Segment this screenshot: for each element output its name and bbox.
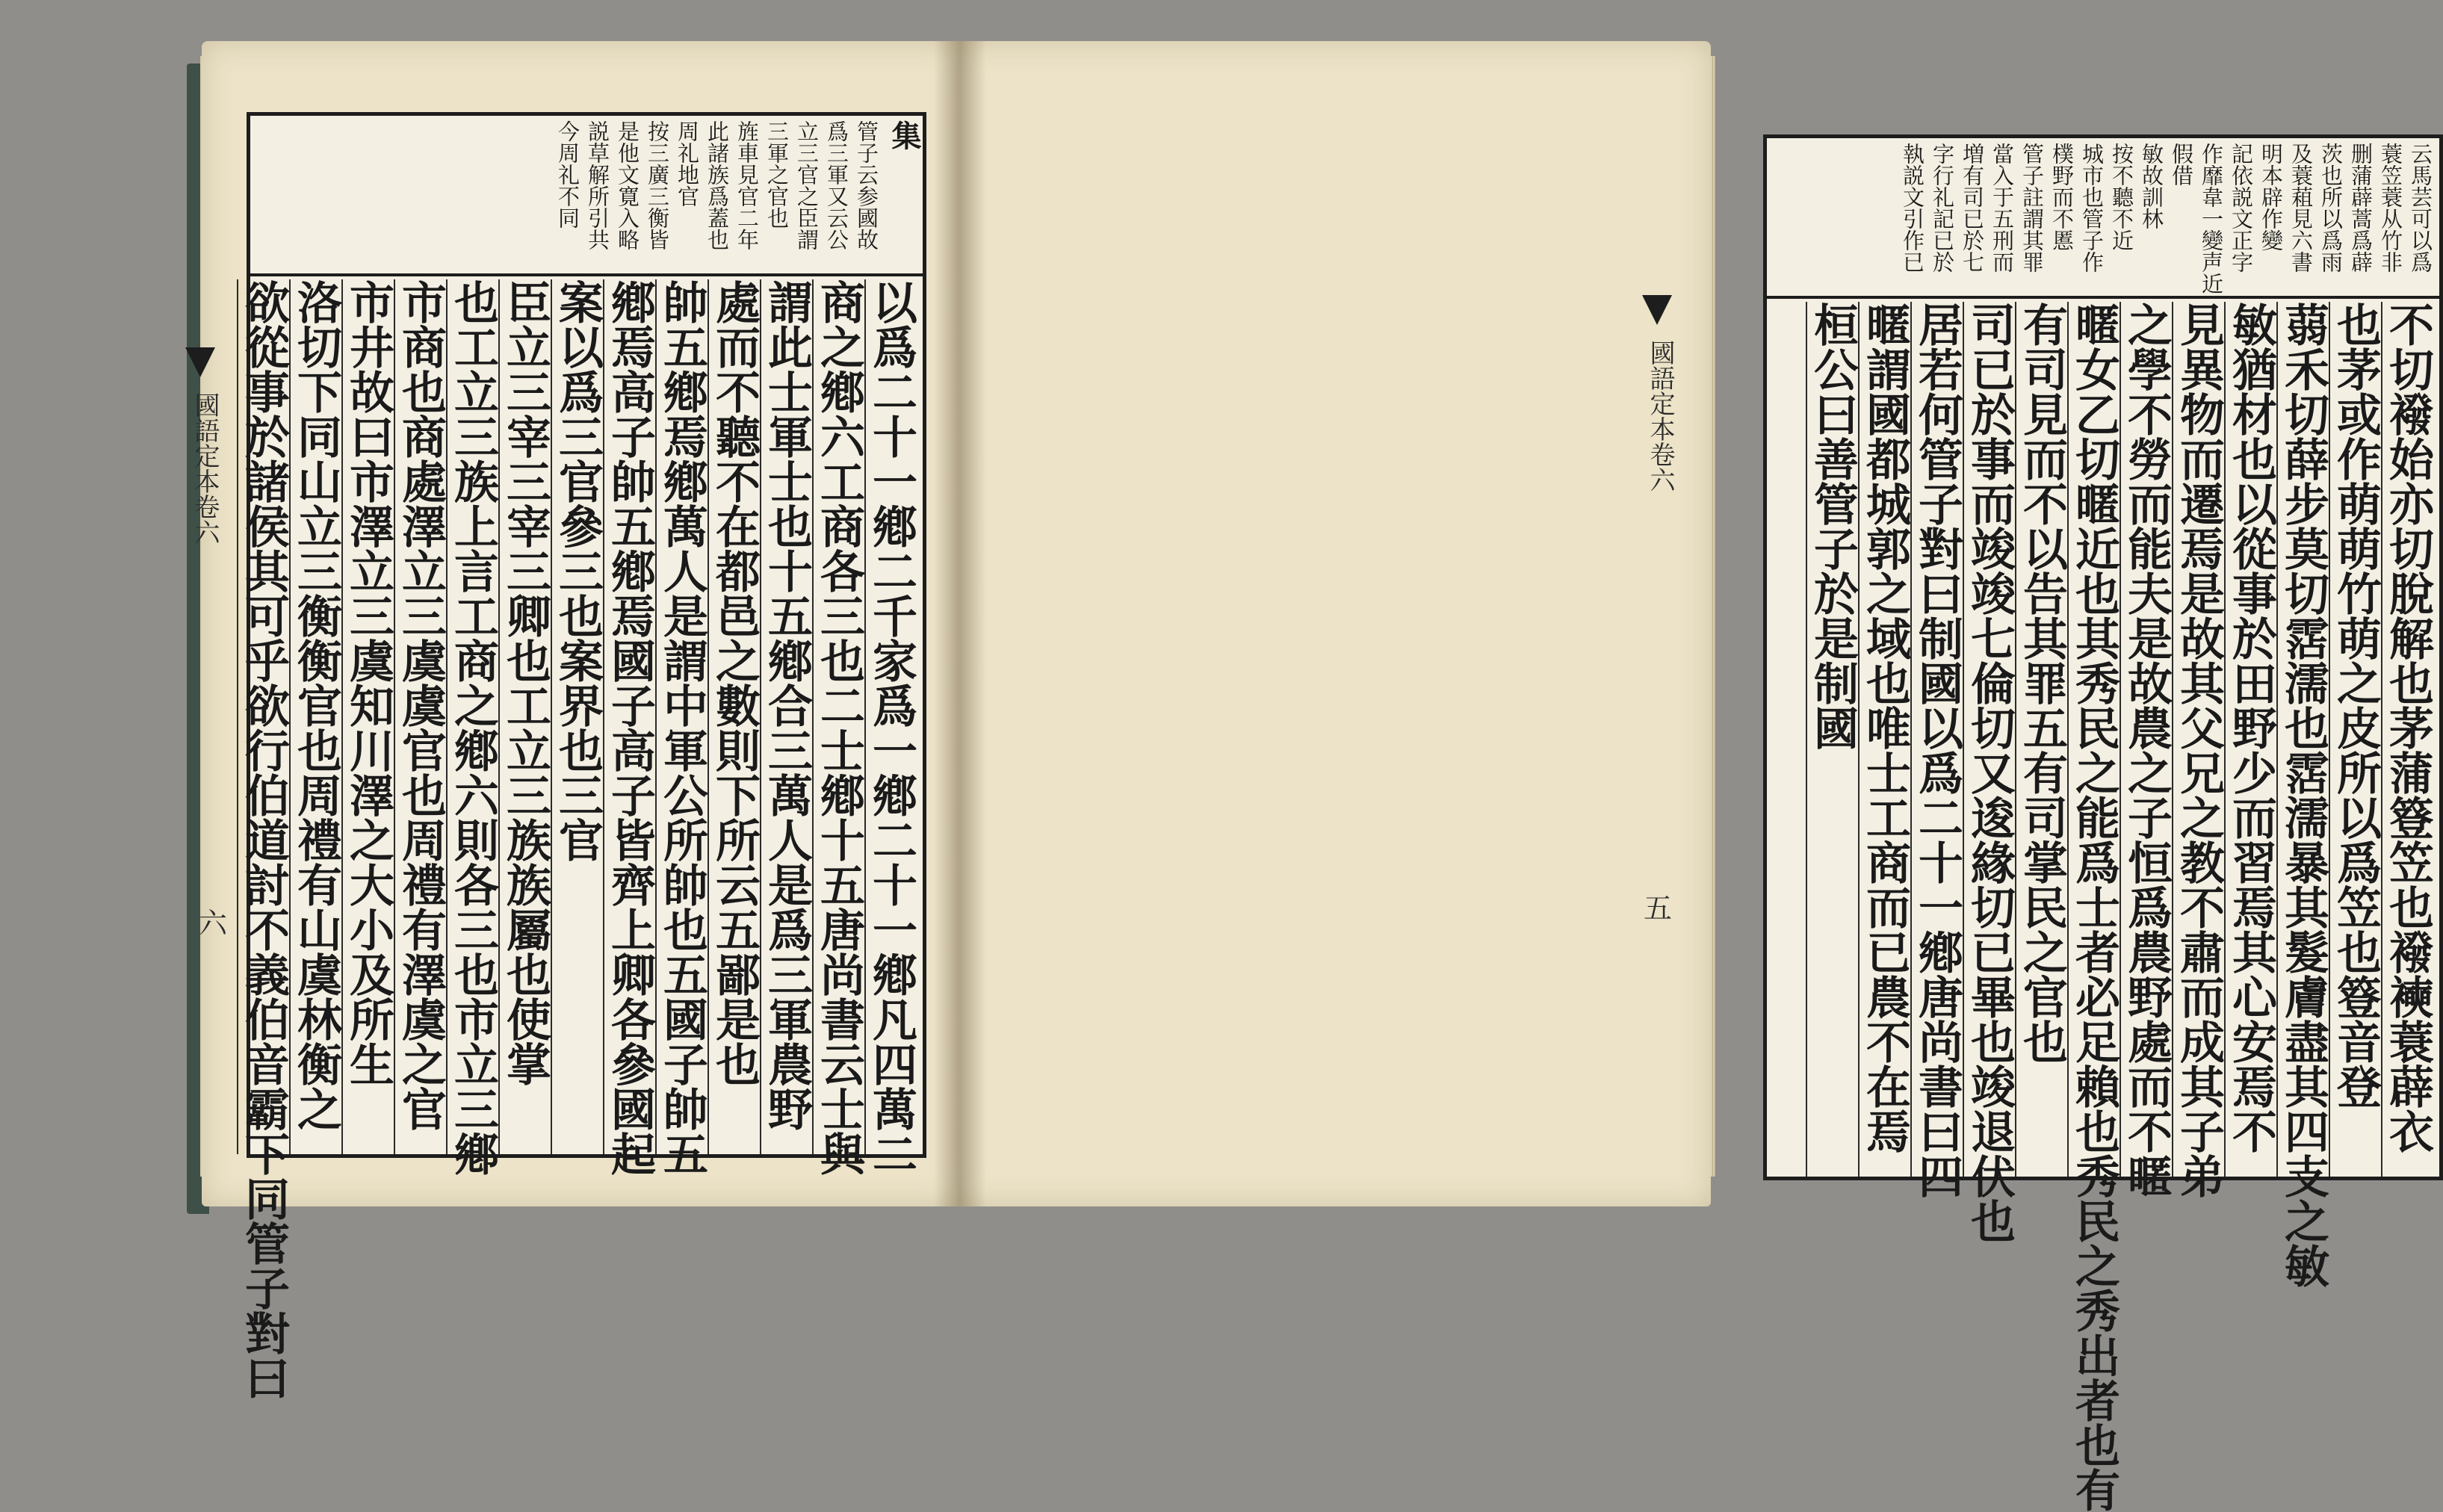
note-line: 蓑笠蓑从竹非 [2378,143,2403,273]
note-line: 此諸族爲蓋也 [705,120,730,250]
text-column: 也茅或作萌萌竹萌之皮所以爲笠也簦音登 [2329,302,2381,1177]
note-line: 三軍之官也 [764,120,790,229]
text-column: 桓公曰善管子於是制國 [1806,302,1858,1177]
note-line: 作靡韋一變声近 [2199,143,2224,294]
note-line: 記依説文正字 [2229,143,2254,273]
note-line: 説草解所引共 [585,120,610,250]
left-page [190,41,960,1400]
note-line: 周礼地官 [675,120,700,207]
note-line: 立三官之臣謂 [794,120,820,250]
text-column: 暱謂國都城郭之域也唯士工商而已農不在焉 [1858,302,1910,1177]
note-line: 増有司已於七 [1960,143,1985,273]
note-line: 旌車見官二年 [734,120,760,250]
note-line: 茨也所以爲雨 [2318,143,2344,273]
note-line: 及蓑蒩見六書 [2288,143,2314,273]
fish-tail-mark [1642,295,1672,325]
note-line: 樸野而不慝 [2049,143,2075,251]
left-page-number: 六 [199,907,228,940]
text-column: 案以爲三官參三也案界也三官 [551,279,603,1154]
note-line: 今周礼不同 [555,120,580,229]
text-column: 居若何管子對曰制國以爲二十一鄕唐尚書曰四 [1911,302,1963,1198]
text-column: 商之鄕六工商各三也二士鄕十五唐尚書云士與 [813,279,865,1176]
note-line: 字行礼記已於 [1930,143,1955,273]
note-line: 按不聽不近 [2109,143,2134,251]
text-column: 之學不勞而能夫是故農之子恒爲農野處而不暱 [2120,302,2173,1198]
text-column: 蒻禾切薛步莫切霑濡也霑濡暴其髮膚盡其四支之敏 [2277,302,2329,1288]
note-line: 是他文寛入略 [615,120,640,250]
right-main-text [1767,294,2439,1512]
note-line: 删蒲薜蒿爲薜 [2348,143,2374,273]
note-line: 爲三軍又云公 [824,120,849,250]
text-column: 臣立三宰三宰三卿也工立三族族屬也使掌 [498,279,551,1154]
left-edge-label: 國語定本卷六 [190,392,220,545]
text-column: 欲從事於諸侯其可乎欲行伯道討不義伯音霸下同管子對曰 [238,279,290,1400]
text-column: 處而不聽不在都邑之數則下所云五鄙是也 [707,279,760,1154]
text-column: 以爲二十一鄕二千家爲一鄕二十一鄕凡四萬二 [865,279,917,1176]
text-column: 不切襏始亦切脫解也茅蒲簦笠也襏襫蓑薜衣 [2381,302,2433,1177]
fish-tail-mark [185,347,215,377]
text-column: 洛切下同山立三衡衡官也周禮有山虞林衡之 [289,279,341,1154]
note-line: 按三廣三衡皆 [645,120,670,250]
text-column: 司已於事而竣竣七倫切又逡緣切已畢也竣退伏也 [1963,302,2016,1243]
text-column: 敏猶材也以從事於田野少而習焉其心安焉不 [2224,302,2276,1177]
right-edge-label: 國語定本卷六 [1645,340,1675,492]
text-column: 見異物而遷焉是故其父兄之教不肅而成其子弟 [2173,302,2225,1198]
note-line: 云馬芸可以爲 [2408,143,2433,273]
left-main-text [238,272,923,1400]
right-page-number: 五 [1644,892,1673,925]
note-line: 管子云参國故 [854,120,879,250]
text-column: 市商也商處澤立三虞虞官也周禮有澤虞之官 [394,279,446,1154]
book-gutter-shadow [934,41,986,1206]
text-column: 暱女乙切暱近也其秀民之能爲士者必足賴也秀民之秀出者也有 [2068,302,2120,1512]
open-book [187,41,2434,1512]
text-column: 市井故曰市澤立三虞知川澤之大小及所生 [341,279,394,1154]
note-line: 假借 [2169,143,2194,186]
right-text-frame [1763,134,2443,1512]
note-line: 管子註謂其罪 [2019,143,2045,273]
note-line: 城市也管子作 [2079,143,2105,273]
left-header-notes [250,116,923,276]
left-text-frame [238,112,926,1400]
note-line: 明本辟作變 [2258,143,2284,251]
right-header-notes [1767,138,2439,299]
text-column: 有司見而不以告其罪五有司掌民之官也 [2015,302,2067,1177]
note-line: 敏故訓林 [2139,143,2164,229]
text-column: 鄕焉高子帥五鄕焉國子高子皆齊上卿各參國起 [604,279,656,1176]
text-column: 也工立三族上言工商之鄕六則各三也市立三鄕 [447,279,499,1176]
text-column: 帥五鄕焉鄕萬人是謂中軍公所帥也五國子帥五 [656,279,708,1176]
text-column: 謂此士軍士也十五鄕合三萬人是爲三軍農野 [760,279,812,1154]
note-line: 執説文引作已 [1900,143,1925,273]
header-mark: 集 [887,120,922,150]
right-page [956,41,2434,1512]
note-line: 當入于五刑而 [1990,143,2015,273]
